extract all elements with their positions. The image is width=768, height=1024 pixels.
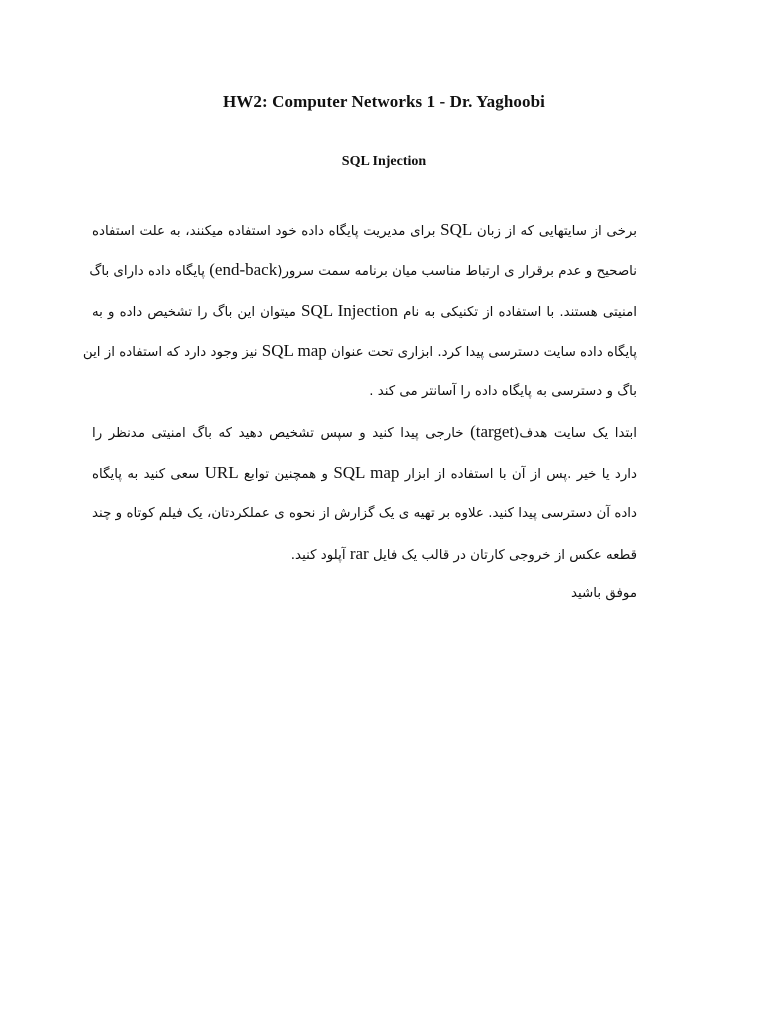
paragraph-line-2: ناصحیح و عدم برقرار ی ارتباط مناسب میان برنامه سمت سرور(end-back) پایگاه داده دارای باگ — [89, 260, 637, 279]
paragraph-line-3: امنیتی هستند. با استفاده از تکنیکی به نام SQL Injection میتوان این باگ را تشخیص داده و به — [92, 301, 637, 320]
paragraph-line-4: پایگاه داده سایت دسترسی پیدا کرد. ابزاری تحت عنوان SQL map نیز وجود دارد که استفاده از این — [82, 341, 637, 360]
document-title: HW2: Computer Networks 1 - Dr. Yaghoobi — [222, 92, 546, 111]
paragraph-line-1: برخی از سایتهایی که از زبان SQL برای مدیریت پایگاه داده خود استفاده میکنند، به علت استفاده — [92, 220, 637, 239]
paragraph-line-7: دارد یا خیر .پس از آن با استفاده از ابزار SQL map و همچنین توابع URL سعی کنید به پایگاه — [92, 463, 637, 482]
paragraph-line-8: داده آن دسترسی پیدا کنید. علاوه بر تهیه ی یک گزارش از نحوه ی عملکردتان، یک فیلم کوتاه و چند — [92, 506, 637, 521]
paragraph-line-9: قطعه عکس از خروجی کارتان در قالب یک فایل rar آپلود کنید. — [290, 544, 637, 563]
paragraph-line-5: باگ و دسترسی به پایگاه داده را آسانتر می کند . — [369, 384, 637, 399]
document-subtitle: SQL Injection — [341, 154, 427, 169]
paragraph-line-6: ابتدا یک سایت هدف(target) خارجی پیدا کنید و سپس تشخیص دهید که باگ امنیتی مدنظر را — [92, 422, 637, 441]
closing-line: موفق باشید — [570, 586, 637, 601]
